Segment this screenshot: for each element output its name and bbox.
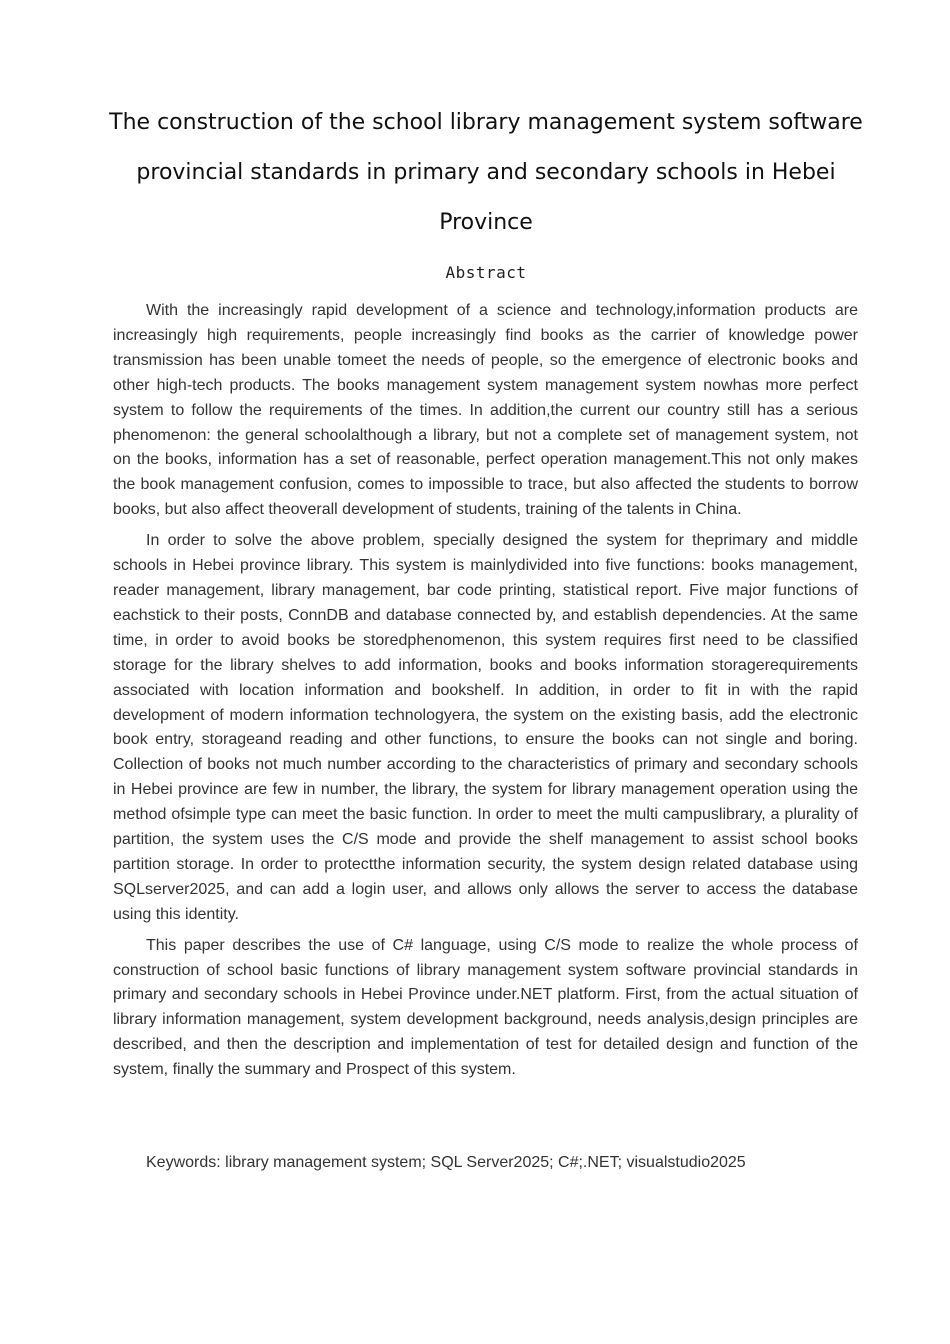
abstract-heading: Abstract [445,263,527,282]
abstract-body [113,299,858,1089]
paper-title: The construction of the school library management system software provincial standards in primary and secondary schools in Hebei Province [109,110,863,235]
abstract-paragraph-1: With the increasingly rapid development of a science and technology,information products are increasingly high requirements, people increasingly find books as the carrier of knowledge power transmission has been unable tomeet the needs of people, so the emergence of electronic books and other high-tech products. The books management system management system nowhas more perfect system to follow the requirements of the times. In addition,the current our country still has a serious phenomenon: the general schoolalthough a library, but not a complete set of management system, not on the books, information has a set of reasonable, perfect operation management.This not only makes the book management confusion, comes to impossible to trace, but also affected the students to borrow books, but also affect theoverall development of students, training of the talents in China. [113,302,858,519]
abstract-paragraph-3: This paper describes the use of C# language, using C/S mode to realize the whole process of construction of school basic functions of library management system software provincial standards in primary and secondary schools in Hebei Province under.NET platform. First, from the actual situation of library information management, system development background, needs analysis,design principles are described, and then the description and implementation of test for detailed design and function of the system, finally the summary and Prospect of this system. [113,936,858,1079]
abstract-paragraph-2: In order to solve the above problem, specially designed the system for theprimary and middle schools in Hebei province library. This system is mainlydivided into five functions: books management, reader management, library management, bar code printing, statistical report. Five major functions of eachstick to their posts, ConnDB and database connected by, and establish dependencies. At the same time, in order to avoid books be storedphenomenon, this system requires first need to be classified storage for the library shelves to add information, books and books information storagerequirements associated with location information and bookshelf. In addition, in order to fit in with the rapid development of modern information technologyera, the system on the existing basis, add the electronic book entry, storageand reading and other functions, to ensure the books can not single and boring. Collection of books not much number according to the characteristics of primary and secondary schools in Hebei province are few in number, the library, the system for library management operation using the method ofsimple type can meet the basic function. In order to meet the multi campuslibrary, a plurality of partition, the system uses the C/S mode and provide the shelf management to assist school books partition storage. In order to protectthe information security, the system design related database using SQLserver2025, and can add a login user, and allows only allows the server to access the database using this identity. [113,532,858,923]
keywords-line: Keywords: library management system; SQL Server2025; C#;.NET; visualstudio2025 [146,1154,746,1171]
